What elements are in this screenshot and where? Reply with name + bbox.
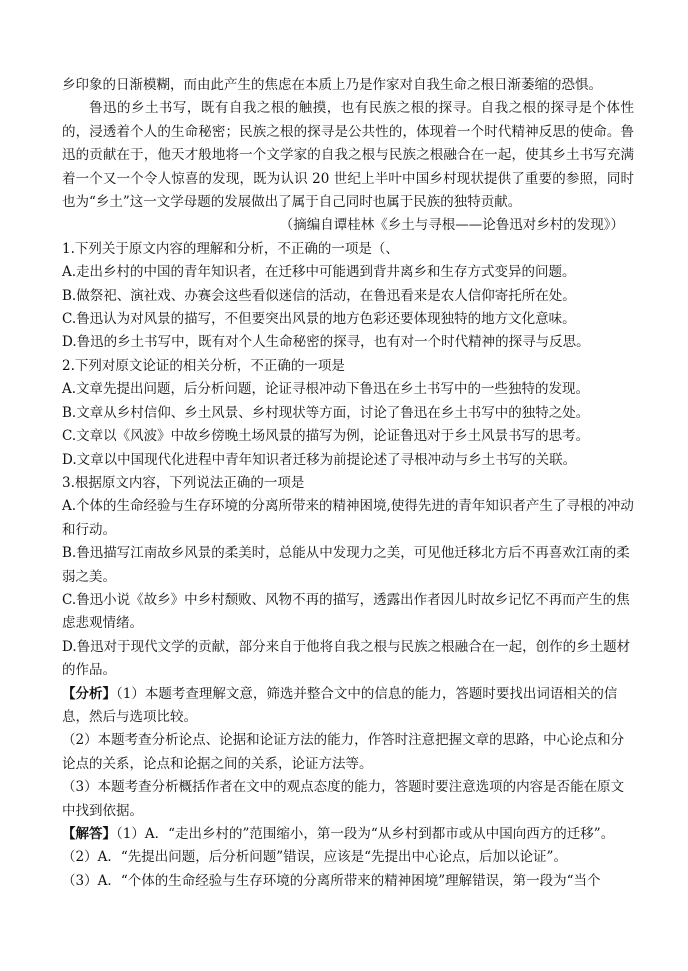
question-stem: 2.下列对原文论证的相关分析，不正确的一项是 bbox=[62, 357, 345, 374]
answer-item-1: （1）A．“走出乡村的”范围缩小，第一段为“从乡村到都市或从中国向西方的迁移”。 bbox=[116, 826, 615, 842]
option-a: A.走出乡村的中国的青年知识者，在迁移中可能遇到背井离乡和生存方式变异的问题。 bbox=[62, 264, 576, 281]
answer-heading: 【解答】 bbox=[62, 826, 116, 842]
analysis-item-3: （3）本题考查分析概括作者在文中的观点态度的能力，答题时要注意选项的内容是否能在原文中找到依据。 bbox=[62, 779, 625, 819]
option-c: C.文章以《风波》中故乡傍晚土场风景的描写为例，论证鲁迅对于乡土风景书写的思考。 bbox=[62, 428, 590, 445]
analysis-section bbox=[62, 683, 634, 823]
passage-source: （摘编自谭桂林《乡土与寻根——论鲁迅对乡村的发现》） bbox=[279, 217, 624, 234]
analysis-heading: 【分析】 bbox=[62, 685, 116, 702]
answer-item-2: （2）A．“先提出问题，后分析问题”错误，应该是“先提出中心论点，后加以论证”。 bbox=[62, 849, 567, 866]
option-b: B.文章从乡村信仰、乡土风景、乡村现状等方面，讨论了鲁迅在乡土书写中的独特之处。 bbox=[62, 404, 590, 421]
option-d: D.鲁迅对于现代文学的贡献，部分来自于他将自我之根与民族之根融合在一起，创作的乡土题材的作品。 bbox=[62, 638, 631, 679]
option-c: C.鲁迅小说《故乡》中乡村颓败、风物不再的描写，透露出作者因儿时故乡记忆不再而产生的焦虑悲观情绪。 bbox=[62, 591, 630, 632]
question-stem: 3.根据原文内容，下列说法正确的一项是 bbox=[62, 474, 305, 491]
passage-paragraph-2: 鲁迅的乡土书写，既有自我之根的触摸，也有民族之根的探寻。自我之根的探寻是个体性的，浸透着个人的生命秘密；民族之根的探寻是公共性的，体现着一个时代精神反思的使命。鲁迅的贡献在于，他天才般地将一个文学家的自我之根与民族之根融合在一起，使其乡土书写充满着一个又一个令人惊喜的发现，既为认识 20 世纪上半叶中国乡村现状提供了重要的参照，同时也为“乡土”这一文学母题的发展做出了属于自己同时也属于民族的独特贡献。 bbox=[62, 100, 634, 211]
option-a: A.文章先提出问题，后分析问题，论证寻根冲动下鲁迅在乡土书写中的一些独特的发现。 bbox=[62, 381, 590, 398]
passage-paragraph-1-tail: 乡印象的日渐模糊，而由此产生的焦虑在本质上乃是作家对自我生命之根日渐萎缩的恐惧。 bbox=[62, 77, 602, 93]
answer-section bbox=[62, 823, 634, 893]
analysis-item-1: （1）本题考查理解文意，筛选并整合文中的信息的能力，答题时要找出词语相关的信息，然后与选项比较。 bbox=[62, 685, 618, 725]
option-b: B.做祭祀、演社戏、办赛会这些看似迷信的活动，在鲁迅看来是农人信仰寄托所在处。 bbox=[62, 287, 576, 304]
question-2 bbox=[62, 355, 634, 472]
option-c: C.鲁迅认为对风景的描写，不但要突出风景的地方色彩还要体现独特的地方文化意味。 bbox=[62, 311, 576, 328]
question-1 bbox=[62, 238, 634, 355]
option-d: D.鲁迅的乡土书写中，既有对个人生命秘密的探寻，也有对一个时代精神的探寻与反思。 bbox=[62, 334, 590, 351]
option-d: D.文章以中国现代化进程中青年知识者迁移为前提论述了寻根冲动与乡土书写的关联。 bbox=[62, 451, 577, 468]
answer-item-3: （3）A．“个体的生命经验与生存环境的分离所带来的精神困境”理解错误，第一段为“当个 bbox=[62, 872, 601, 889]
analysis-item-2: （2）本题考查分析论点、论据和论证方法的能力，作答时注意把握文章的思路，中心论点和分论点的关系，论点和论据之间的关系，论证方法等。 bbox=[62, 732, 625, 772]
question-stem: 1.下列关于原文内容的理解和分析，不正确的一项是（、 bbox=[62, 240, 399, 257]
question-3 bbox=[62, 472, 634, 683]
option-b: B.鲁迅描写江南故乡风景的柔美时，总能从中发现力之美，可见他迁移北方后不再喜欢江南的柔弱之美。 bbox=[62, 545, 630, 585]
option-a: A.个体的生命经验与生存环境的分离所带来的精神困境,使得先进的青年知识者产生了寻根的冲动和行动。 bbox=[62, 498, 634, 538]
document-content bbox=[62, 74, 634, 893]
